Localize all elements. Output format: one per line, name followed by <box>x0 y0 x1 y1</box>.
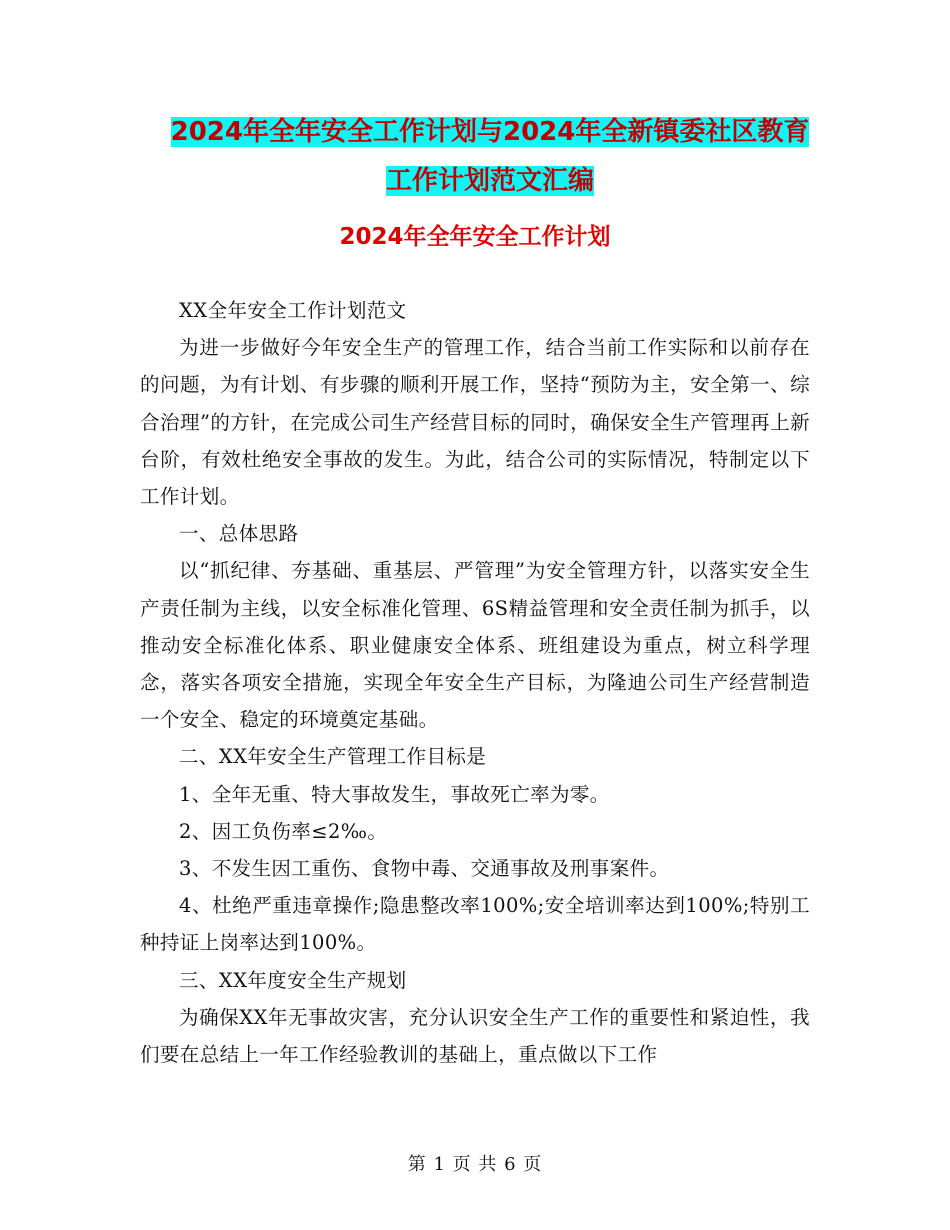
paragraph: 三、XX年度安全生产规划 <box>179 968 407 992</box>
document-body <box>140 292 810 1073</box>
document-title <box>130 108 850 206</box>
page-number-footer: 第 1 页 共 6 页 <box>407 1154 543 1175</box>
paragraph: 3、不发生因工重伤、食物中毒、交通事故及刑事案件。 <box>179 857 670 881</box>
section-title: 2024年全年安全工作计划 <box>339 224 611 250</box>
paragraph: 二、XX年安全生产管理工作目标是 <box>179 745 487 769</box>
paragraph: 1、全年无重、特大事故发生，事故死亡率为零。 <box>179 782 610 806</box>
paragraph: 4、杜绝严重违章操作;隐患整改率100%;安全培训率达到100%;特别工种持证上岗率达到100%。 <box>140 894 810 955</box>
paragraph: 2、因工负伤率≤2‰。 <box>179 819 388 843</box>
paragraph: 为确保XX年无事故灾害，充分认识安全生产工作的重要性和紧迫性，我们要在总结上一年工作经验教训的基础上，重点做以下工作 <box>140 1005 810 1067</box>
paragraph: 以“抓纪律、夯基础、重基层、严管理”为安全管理方针，以落实安全生产责任制为主线，以安全标准化管理、6S精益管理和安全责任制为抓手，以推动安全标准化体系、职业健康安全体系、班组建设为重点，树立科学理念，落实各项安全措施，实现全年安全生产目标，为隆迪公司生产经营制造一个安全、稳定的环境奠定基础。 <box>140 559 810 732</box>
paragraph: 一、总体思路 <box>179 522 299 546</box>
title-line-2: 工作计划范文汇编 <box>385 166 594 196</box>
title-line-1: 2024年全年安全工作计划与2024年全新镇委社区教育 <box>170 117 810 147</box>
paragraph: XX全年安全工作计划范文 <box>179 299 407 322</box>
paragraph: 为进一步做好今年安全生产的管理工作，结合当前工作实际和以前存在的问题，为有计划、有步骤的顺利开展工作，坚持“预防为主，安全第一、综合治理”的方针，在完成公司生产经营目标的同时，确保安全生产管理再上新台阶，有效杜绝安全事故的发生。为此，结合公司的实际情况，特制定以下工作计划。 <box>140 336 810 509</box>
